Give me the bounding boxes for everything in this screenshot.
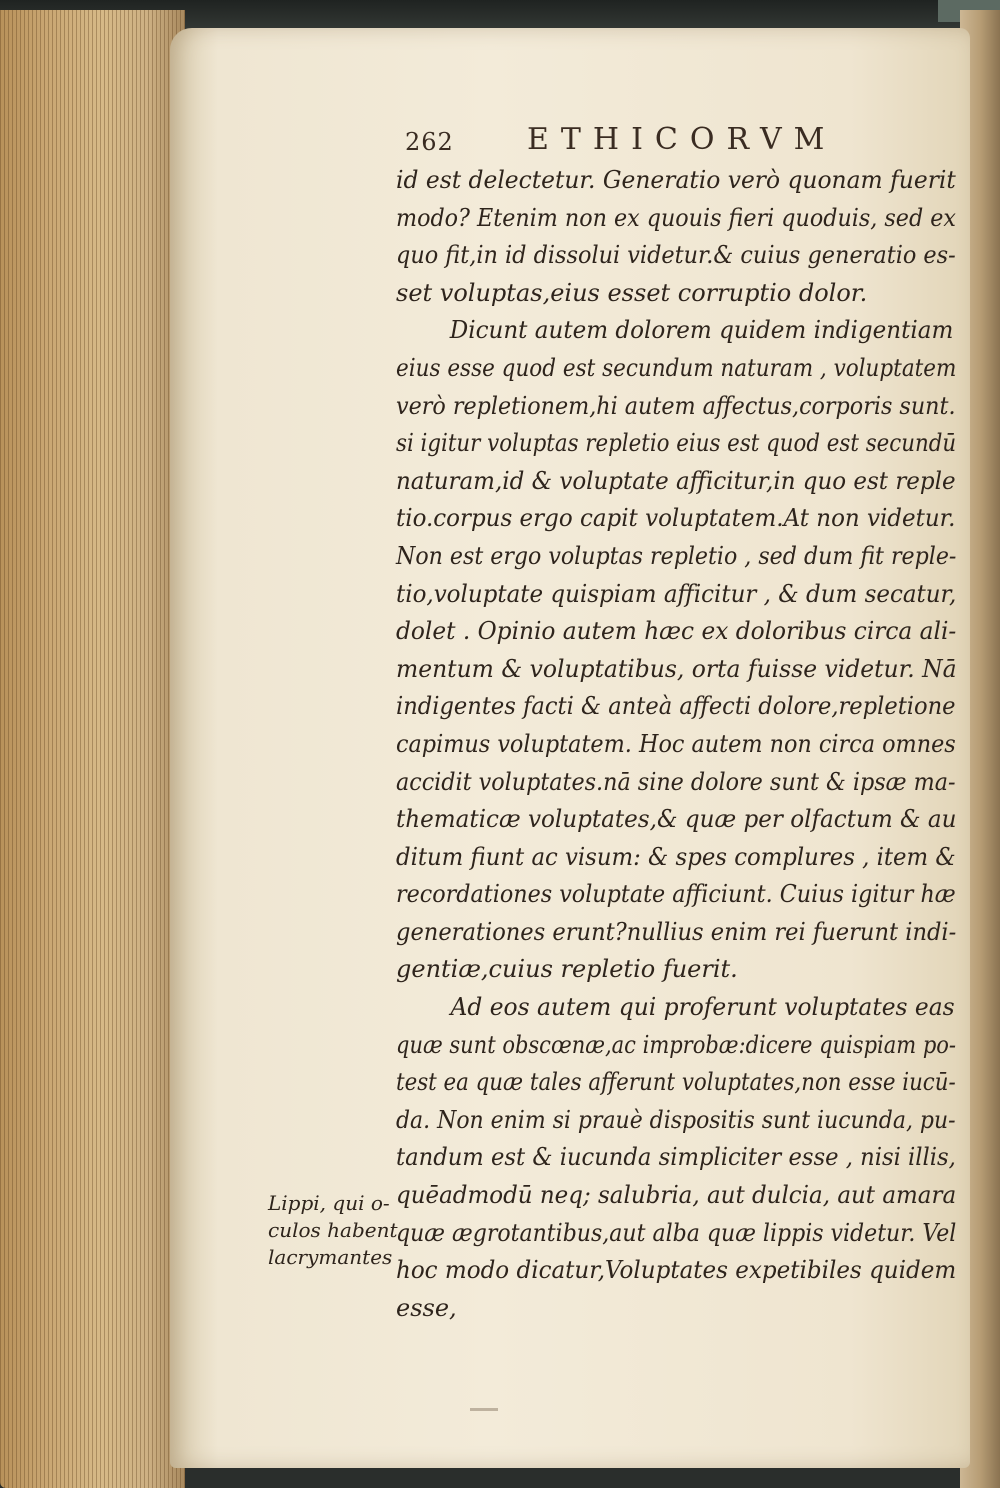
text-line: da. Non enim si prauè dispositis sunt iucunda, pu- — [396, 1105, 956, 1134]
printer-mark — [470, 1408, 498, 1411]
running-title: ETHICORVM — [527, 122, 837, 157]
page-header — [405, 118, 925, 158]
text-line: verò repletionem,hi autem affectus,corporis sunt. — [396, 391, 956, 420]
marginal-note-line: Lippi, qui o- — [268, 1191, 390, 1215]
text-line: set voluptas,eius esset corruptio dolor. — [396, 278, 868, 307]
text-line: generationes erunt?nullius enim rei fuerunt indi- — [396, 917, 957, 946]
text-line: hoc modo dicatur,Voluptates expetibiles quidem — [396, 1256, 957, 1285]
text-line: modo? Etenim non ex quouis fieri quoduis, sed ex — [396, 203, 956, 232]
text-line: recordationes voluptate afficiunt. Cuius igitur hæ — [396, 880, 956, 909]
marginal-note — [268, 1190, 398, 1271]
text-line: tio.corpus ergo capit voluptatem.At non videtur. — [396, 504, 956, 533]
book-fore-edge — [0, 10, 185, 1488]
body-text — [396, 162, 956, 1327]
page-number: 262 — [405, 128, 454, 156]
marginal-note-line: culos habent — [268, 1218, 398, 1242]
text-line: eius esse quod est secundum naturam , voluptatem — [396, 353, 957, 382]
text-line: mentum & voluptatibus, orta fuisse videtur. Nā — [396, 654, 957, 683]
text-line: thematicæ voluptates,& quæ per olfactum & au — [396, 805, 957, 834]
text-line: esse, — [396, 1293, 457, 1322]
text-line: Ad eos autem qui proferunt voluptates eas — [450, 993, 955, 1022]
text-line: tandum est & iucunda simpliciter esse , nisi illis, — [396, 1143, 956, 1172]
text-line: ditum fiunt ac visum: & spes complures , item & — [396, 842, 956, 871]
text-line: quēadmodū neq; salubria, aut dulcia, aut amara — [396, 1181, 957, 1210]
text-line: quæ ægrotantibus,aut alba quæ lippis videtur. Vel — [396, 1218, 957, 1247]
marginal-note-line: lacrymantes — [268, 1245, 393, 1269]
text-line: si igitur voluptas repletio eius est quod est secundū — [396, 429, 957, 458]
text-line: quæ sunt obscœnæ,ac improbæ:dicere quispiam po- — [396, 1030, 957, 1059]
text-line: naturam,id & voluptate afficitur,in quo est reple — [396, 466, 956, 495]
text-line: id est delectetur. Generatio verò quonam fuerit — [396, 166, 956, 194]
text-line: accidit voluptates.nā sine dolore sunt & ipsæ ma- — [396, 767, 956, 796]
text-line: test ea quæ tales afferunt voluptates,non esse iucū- — [396, 1068, 956, 1097]
text-line: Dicunt autem dolorem quidem indigentiam — [449, 316, 954, 345]
text-line: quo fit,in id dissolui videtur.& cuius generatio es- — [396, 241, 956, 270]
text-line: tio,voluptate quispiam afficitur , & dum secatur, — [396, 579, 957, 608]
text-line: Non est ergo voluptas repletio , sed dum fit reple- — [396, 541, 957, 570]
text-line: dolet . Opinio autem hæc ex doloribus circa ali- — [396, 617, 957, 646]
text-line: gentiæ,cuius repletio fuerit. — [396, 955, 738, 984]
text-line: capimus voluptatem. Hoc autem non circa omnes — [396, 729, 956, 758]
text-line: indigentes facti & anteà affecti dolore,repletione — [396, 692, 956, 721]
